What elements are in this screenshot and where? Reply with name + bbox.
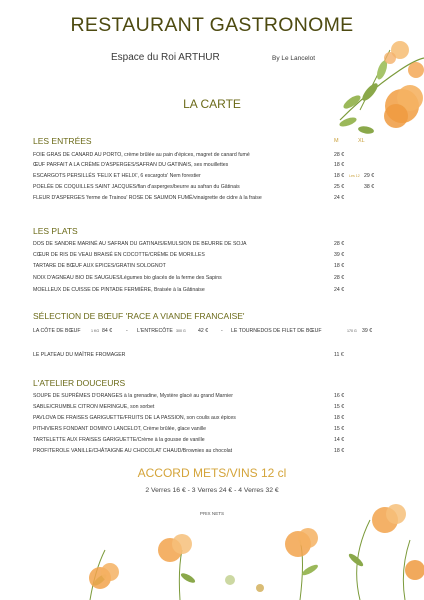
item-name: FLEUR D'ASPERGES 'ferme de Trainou' ROSE DE SAUMON FUMÉ/vinaigrette de cidre à la fraise	[33, 195, 262, 201]
section-title-desserts: L'ATELIER DOUCEURS	[33, 378, 126, 388]
menu-item	[33, 403, 359, 411]
item-name: SABLE/CRUMBLE CITRON MERINGUE, son sorbet	[33, 404, 155, 410]
item-price: 24 €	[334, 195, 345, 201]
item-name: PITHIVIERS FONDANT DOMIN'O LANCELOT, Crème brûlée, glace vanille	[33, 426, 206, 432]
beef-cut-price: 39 €	[362, 328, 373, 334]
item-price: 11 €	[334, 352, 344, 358]
menu-item	[33, 286, 359, 294]
item-price: 18 €	[334, 263, 345, 269]
item-price: 15 €	[334, 404, 345, 410]
accord-title: ACCORD METS/VINS 12 cl	[137, 466, 287, 480]
column-header-xl: XL	[358, 138, 365, 144]
item-price: 25 €	[334, 184, 345, 190]
item-price: 24 €	[334, 287, 345, 293]
menu-item	[33, 351, 359, 359]
section-title-boeuf: SÉLECTION DE BŒUF 'RACE A VIANDE FRANCAISE'	[33, 311, 245, 321]
beef-cut-price: 84 €	[102, 328, 113, 334]
menu-item	[33, 172, 375, 180]
item-price: 18 €	[334, 415, 345, 421]
item-name: PAVLOVA DE FRAISES GARIGUETTE/FRUITS DE LA PASSION, son coulis aux épices	[33, 415, 236, 421]
item-note: Les 12	[349, 174, 360, 178]
item-price-xl: 29 €	[364, 173, 375, 179]
restaurant-title: RESTAURANT GASTRONOME	[70, 14, 354, 36]
byline: By Le Lancelot	[272, 55, 316, 62]
beef-cut-name: LE TOURNEDOS DE FILET DE BŒUF	[231, 328, 322, 334]
floral-decoration-top-icon	[330, 30, 424, 150]
item-name: CŒUR DE RIS DE VEAU BRAISÉ EN COCOTTE/CRÈME DE MORILLES	[33, 252, 205, 258]
item-name: ESCARGOTS PERSILLÉS 'FELIX ET HELIX', 6 escargots' Nem forestier	[33, 173, 201, 179]
beef-cut-weight: 170 G	[347, 329, 357, 333]
item-price: 15 €	[334, 426, 345, 432]
item-name: PROFITEROLE VANILLE/CHÂTAIGNE AU CHOCOLAT CHAUD/Brownies au chocolat	[33, 448, 233, 454]
menu-item	[33, 262, 359, 270]
separator: -	[126, 328, 128, 334]
menu-item	[33, 392, 359, 400]
section-title-entrees: LES ENTRÉES	[33, 136, 92, 146]
item-name: TARTELETTE AUX FRAISES GARIGUETTE/Crème à la gousse de vanille	[33, 437, 205, 443]
menu-item	[33, 240, 359, 248]
beef-cut-name: LA CÔTE DE BŒUF	[33, 328, 81, 334]
item-price: 16 €	[334, 393, 345, 399]
beef-cut-price: 42 €	[198, 328, 209, 334]
item-price: 39 €	[334, 252, 345, 258]
menu-item	[33, 183, 375, 191]
separator: -	[221, 328, 223, 334]
beef-cut-weight: 1 KG	[91, 329, 100, 333]
item-price: 28 €	[334, 241, 345, 247]
item-price-xl: 38 €	[364, 184, 375, 190]
item-name: NOIX D'AGNEAU BIO DE SAUGUES/Légumes bio glacés de la ferme des Sapins	[33, 275, 222, 281]
menu-item	[33, 274, 359, 282]
prix-nets-note: PRIX NETS	[199, 511, 225, 516]
section-title-plats: LES PLATS	[33, 226, 78, 236]
item-price: 14 €	[334, 437, 345, 443]
accord-prices: 2 Verres 16 € - 3 Verres 24 € - 4 Verres 32 €	[145, 487, 279, 494]
item-name: LE PLATEAU DU MAÎTRE FROMAGER	[33, 352, 126, 358]
beef-cut-name: L'ENTRECÔTE	[137, 328, 173, 334]
subtitle: Espace du Roi ARTHUR	[111, 52, 220, 63]
item-price: 18 €	[334, 448, 345, 454]
item-name: DOS DE SANDRE MARINÉ AU SAFRAN DU GATINAIS/EMULSION DE BEURRE DE SOJA	[33, 241, 247, 247]
item-name: FOIE GRAS DE CANARD AU PORTO, crème brûlée au pain d'épices, magret de canard fumé	[33, 152, 250, 158]
item-price: 18 €	[334, 162, 345, 168]
menu-item	[33, 414, 359, 422]
menu-item	[33, 251, 359, 259]
item-price: 18 €	[334, 173, 345, 179]
beef-cut-weight: 300 G	[176, 329, 186, 333]
menu-item	[33, 161, 359, 169]
menu-item	[33, 436, 359, 444]
item-price: 28 €	[334, 275, 345, 281]
menu-item	[33, 194, 359, 202]
carte-heading: LA CARTE	[183, 97, 241, 111]
menu-item	[33, 425, 359, 433]
item-name: MOELLEUX DE CUISSE DE PINTADE FERMIÈRE, Braisée à la Gâtinaise	[33, 287, 205, 293]
item-name: ŒUF PARFAIT A LA CRÈME D'ASPERGES/SAFRAN DU GATINAIS, ses mouillettes	[33, 162, 229, 168]
item-name: POELÉE DE COQUILLES SAINT JACQUES/flan d'asperges/beurre au safran du Gâtinais	[33, 184, 240, 190]
menu-item	[33, 447, 359, 455]
menu-item	[33, 151, 359, 159]
item-name: TARTARE DE BŒUF AUX EPICES/GRATIN SOLOGNOT	[33, 263, 166, 269]
item-price: 28 €	[334, 152, 345, 158]
column-header-m: M	[334, 138, 339, 144]
item-name: SOUPE DE SUPRÊMES D'ORANGES à la grenadine, Mystère glacé au grand Marnier	[33, 393, 233, 399]
beef-cuts-row	[33, 327, 393, 335]
